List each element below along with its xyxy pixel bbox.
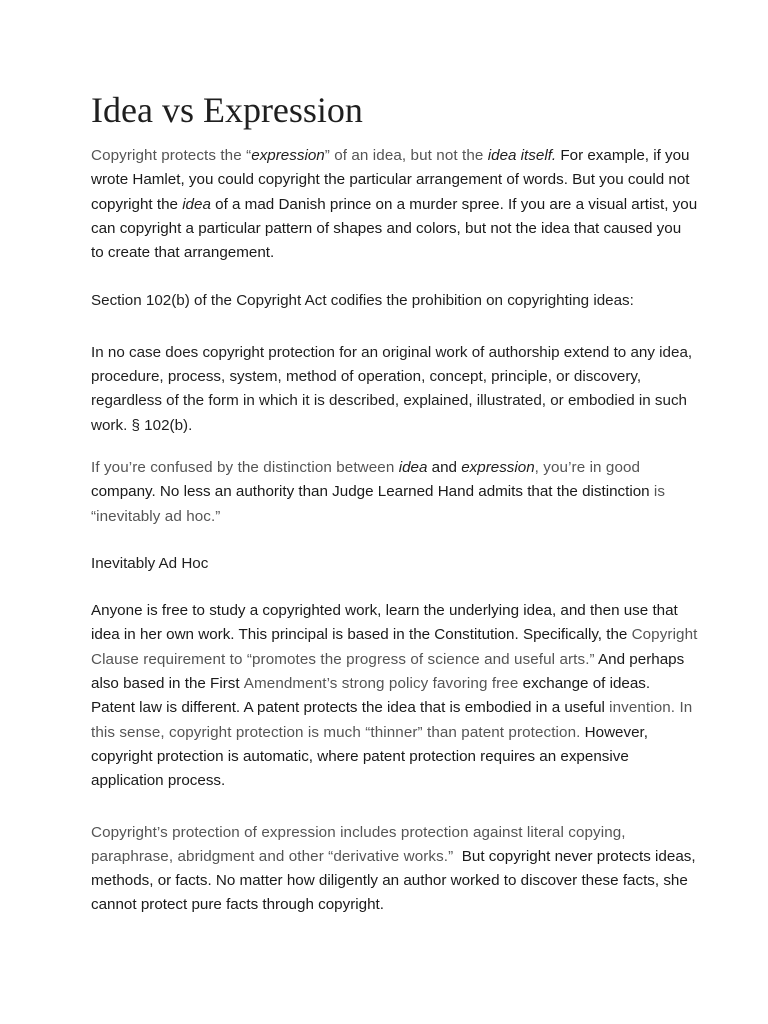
text-span: Anyone is free to study a copyrighted work, learn the underlying idea, and then use that idea in her own work. This principal is based in the Constitution. Specifically, the <box>91 602 678 644</box>
text-span: For example, if you wrote Hamlet, you could copyright the particular arrangement of words. But you could not copyright the <box>91 147 690 213</box>
paragraph-patent-law <box>91 696 698 793</box>
text-span-italic: idea itself. <box>487 147 557 164</box>
text-span: of a mad Danish prince on a murder spree. If you are a visual artist, you can copyright a particular pattern of shapes and colors, but not the idea that caused you to create that arrangement. <box>91 195 698 262</box>
text-span: Copyright’s protection of expression includes protection against literal copying, paraphrase, abridgment and other “derivative works.” <box>91 823 626 865</box>
paragraph-section-102b: Section 102(b) of the Copyright Act codifies the prohibition on copyrighting ideas: <box>91 292 634 310</box>
text-span: and <box>427 458 462 476</box>
text-span-italic: expression <box>461 458 535 476</box>
text-span: However, copyright protection is automatic, where patent protection requires an expensive application process. <box>91 723 648 790</box>
page-title: Idea vs Expression <box>91 90 363 130</box>
text-span: invention. In this sense, copyright protection is much “thinner” than patent protection. <box>91 699 693 741</box>
text-span: , you’re in good <box>534 458 641 476</box>
paragraph-free-to-study <box>91 599 698 696</box>
text-span-italic: idea <box>398 458 428 476</box>
paragraph-confusion <box>91 456 698 529</box>
text-span: Patent law is different. A patent protects the idea that is embodied in a useful <box>91 699 610 717</box>
text-span-italic: expression <box>251 147 325 164</box>
text-span: Copyright Clause requirement to “promotes the progress of science and useful arts.” <box>91 626 698 668</box>
text-span: If you’re confused by the distinction between <box>91 458 399 476</box>
text-span: ” of an idea, but not the <box>324 147 488 164</box>
text-span: company. No less an authority than Judge Learned Hand admits that the distinction <box>91 483 654 501</box>
paragraph-intro <box>91 144 698 265</box>
text-span-italic: idea <box>182 195 211 213</box>
section-heading: Inevitably Ad Hoc <box>91 554 209 572</box>
text-span: And perhaps also based in the First <box>91 650 685 693</box>
text-span: Copyright protects the “ <box>91 147 252 164</box>
text-span: Amendment’s strong policy favoring free <box>243 675 519 693</box>
text-span: But copyright never protects ideas, methods, or facts. No matter how diligently an author worked to discover these facts, she cannot protect pure facts through copyright. <box>91 847 696 914</box>
paragraph-quote: In no case does copyright protection for an original work of authorship extend to any idea, procedure, process, system, method of operation, concept, principle, or discovery, regardless of the form in which it is described, explained, illustrated, or embodied in such work. § 102(b). <box>91 343 693 434</box>
text-span: is “inevitably ad hoc.” <box>91 483 666 525</box>
text-span: exchange of ideas. <box>518 675 651 693</box>
paragraph-derivative-works <box>91 821 698 918</box>
